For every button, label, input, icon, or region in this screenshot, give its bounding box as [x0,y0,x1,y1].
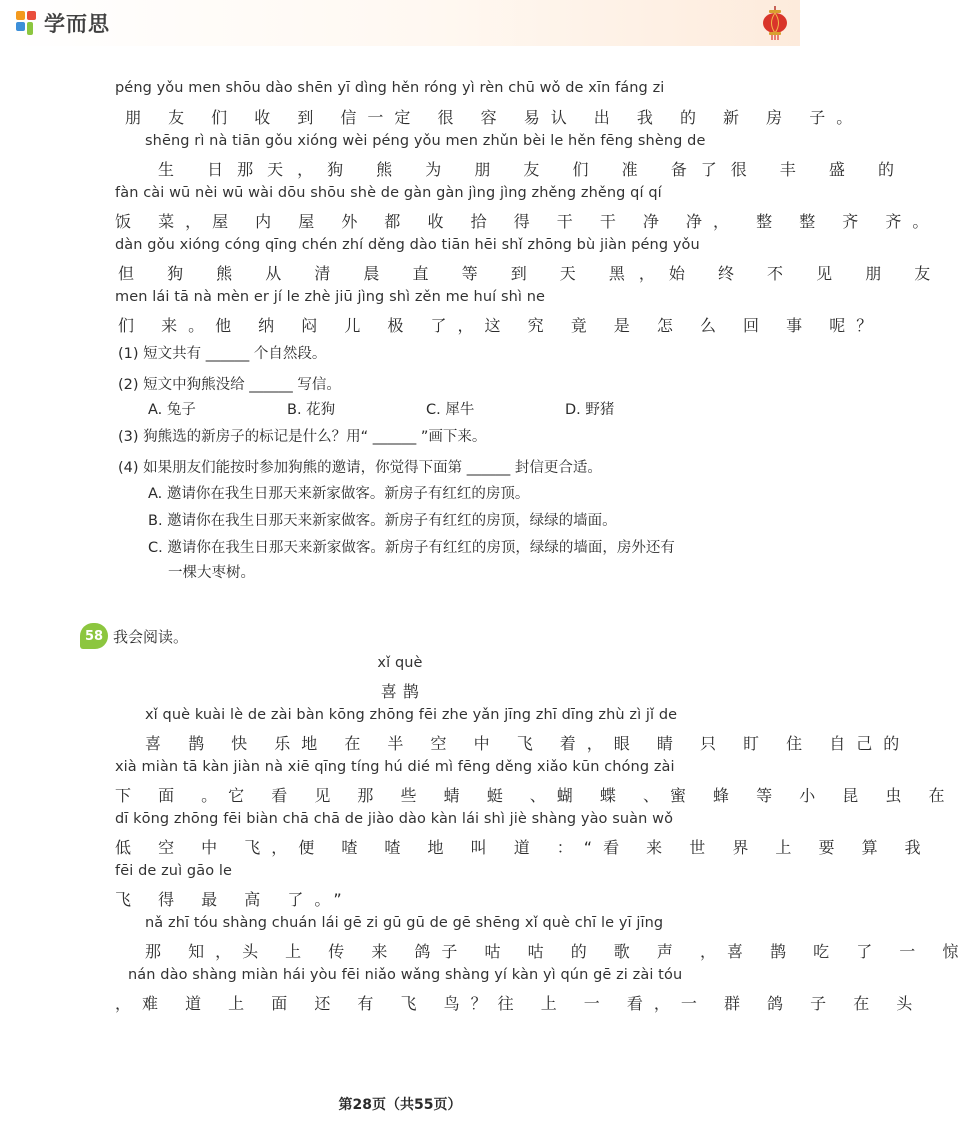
story-text-line: 喜 鹊 快 乐地 在 半 空 中 飞 着，眼 睛 只 盯 住 自己的 [145,734,911,753]
brand-logo [14,8,110,38]
passage-text-line: 饭 菜，屋 内 屋 外 都 收 拾 得 干 干 净 净， 整 整 齐 齐。 [115,212,940,231]
story-title: 喜 鹊 [380,682,420,701]
story-text-line: 飞 得 最 高 了。” [115,890,353,909]
passage-pinyin-line: fàn cài wū nèi wū wài dōu shōu shè de gàn gàn jìng jìng zhěng zhěng qí qí [115,185,662,201]
passage-text-line: 生 日那天，狗 熊 为 朋 友 们 准 备了很 丰 盛 的 [158,160,908,179]
question-3: (3) 狗熊选的新房子的标记是什么？用“ ______ ”画下来。 [118,429,487,445]
question-number-badge: 58 [80,623,108,649]
story-text-line: 下 面 。它 看 见 那 些 蜻 蜓 、蝴 蝶 、蜜 蜂 等 小 昆 虫 在 [115,786,956,805]
logo-text: 学而思 [44,12,110,36]
passage-pinyin-line: péng yǒu men shōu dào shēn yī dìng hěn róng yì rèn chū wǒ de xīn fáng zi [115,80,665,96]
story-pinyin-line: dī kōng zhōng fēi biàn chā chā de jiào dào kàn lái shì jiè shàng yào suàn wǒ [115,811,674,827]
section-title: 我会阅读。 [113,628,189,646]
logo-icon [14,9,40,37]
passage-text-line: 们 来。他 纳 闷 儿 极 了，这 究 竟 是 怎 么 回 事 呢？ [118,316,884,335]
question-2: (2) 短文中狗熊没给 ______ 写信。 [118,377,341,393]
letter-option-a: A. 邀请你在我生日那天来新家做客。新房子有红红的房顶。 [148,486,530,502]
question-1: (1) 短文共有 ______ 个自然段。 [118,346,327,362]
passage-pinyin-line: dàn gǒu xióng cóng qīng chén zhí děng dào tiān hēi shǐ zhōng bù jiàn péng yǒu [115,237,700,253]
passage-pinyin-line: shēng rì nà tiān gǒu xióng wèi péng yǒu men zhǔn bèi le hěn fēng shèng de [145,133,706,149]
story-text-line: ，难 道 上 面 还 有 飞 鸟？往 上 一 看，一 群 鸽 子 在 头 [115,994,924,1013]
letter-option-b: B. 邀请你在我生日那天来新家做客。新房子有红红的房顶，绿绿的墙面。 [148,513,617,529]
story-pinyin-line: xià miàn tā kàn jiàn nà xiē qīng tíng hú dié mì fēng děng xiǎo kūn chóng zài [115,759,675,775]
option-d: D. 野猪 [565,402,615,418]
option-b: B. 花狗 [287,402,336,418]
story-pinyin-line: fēi de zuì gāo le [115,863,233,879]
story-title-pinyin: xǐ què [377,655,423,671]
letter-option-c-continued: 一棵大枣树。 [168,565,255,581]
passage-text-line: 但 狗 熊 从 清 晨 直 等 到 天 黑，始 终 不 见 朋 友 [118,264,945,283]
story-pinyin-line: nán dào shàng miàn hái yòu fēi niǎo wǎng shàng yí kàn yì qún gē zi zài tóu [128,967,683,983]
option-c: C. 犀牛 [426,402,475,418]
header-bar [0,0,800,46]
passage-pinyin-line: men lái tā nà mèn er jí le zhè jiū jìng shì zěn me huí shì ne [115,289,546,305]
option-a: A. 兔子 [148,402,196,418]
question-4: (4) 如果朋友们能按时参加狗熊的邀请，你觉得下面第 ______ 封信更合适。 [118,460,602,476]
letter-option-c: C. 邀请你在我生日那天来新家做客。新房子有红红的房顶，绿绿的墙面，房外还有 [148,540,675,556]
page-number: 第28页（共55页） [338,1097,462,1113]
story-text-line: 那 知，头 上 传 来 鸽子 咕 咕 的 歌 声 ，喜 鹊 吃 了 一 惊 [145,942,969,961]
story-text-line: 低 空 中 飞，便 喳 喳 地 叫 道 ：“看 来 世 界 上 要 算 我 [115,838,932,857]
passage-text-line: 朋 友 们 收 到 信一定 很 容 易认 出 我 的 新 房 子。 [125,108,864,127]
story-pinyin-line: nǎ zhī tóu shàng chuán lái gē zi gū gū de gē shēng xǐ què chī le yī jīng [145,915,664,931]
story-pinyin-line: xǐ què kuài lè de zài bàn kōng zhōng fēi zhe yǎn jīng zhī dīng zhù zì jǐ de [145,707,678,723]
lantern-icon [760,6,790,40]
